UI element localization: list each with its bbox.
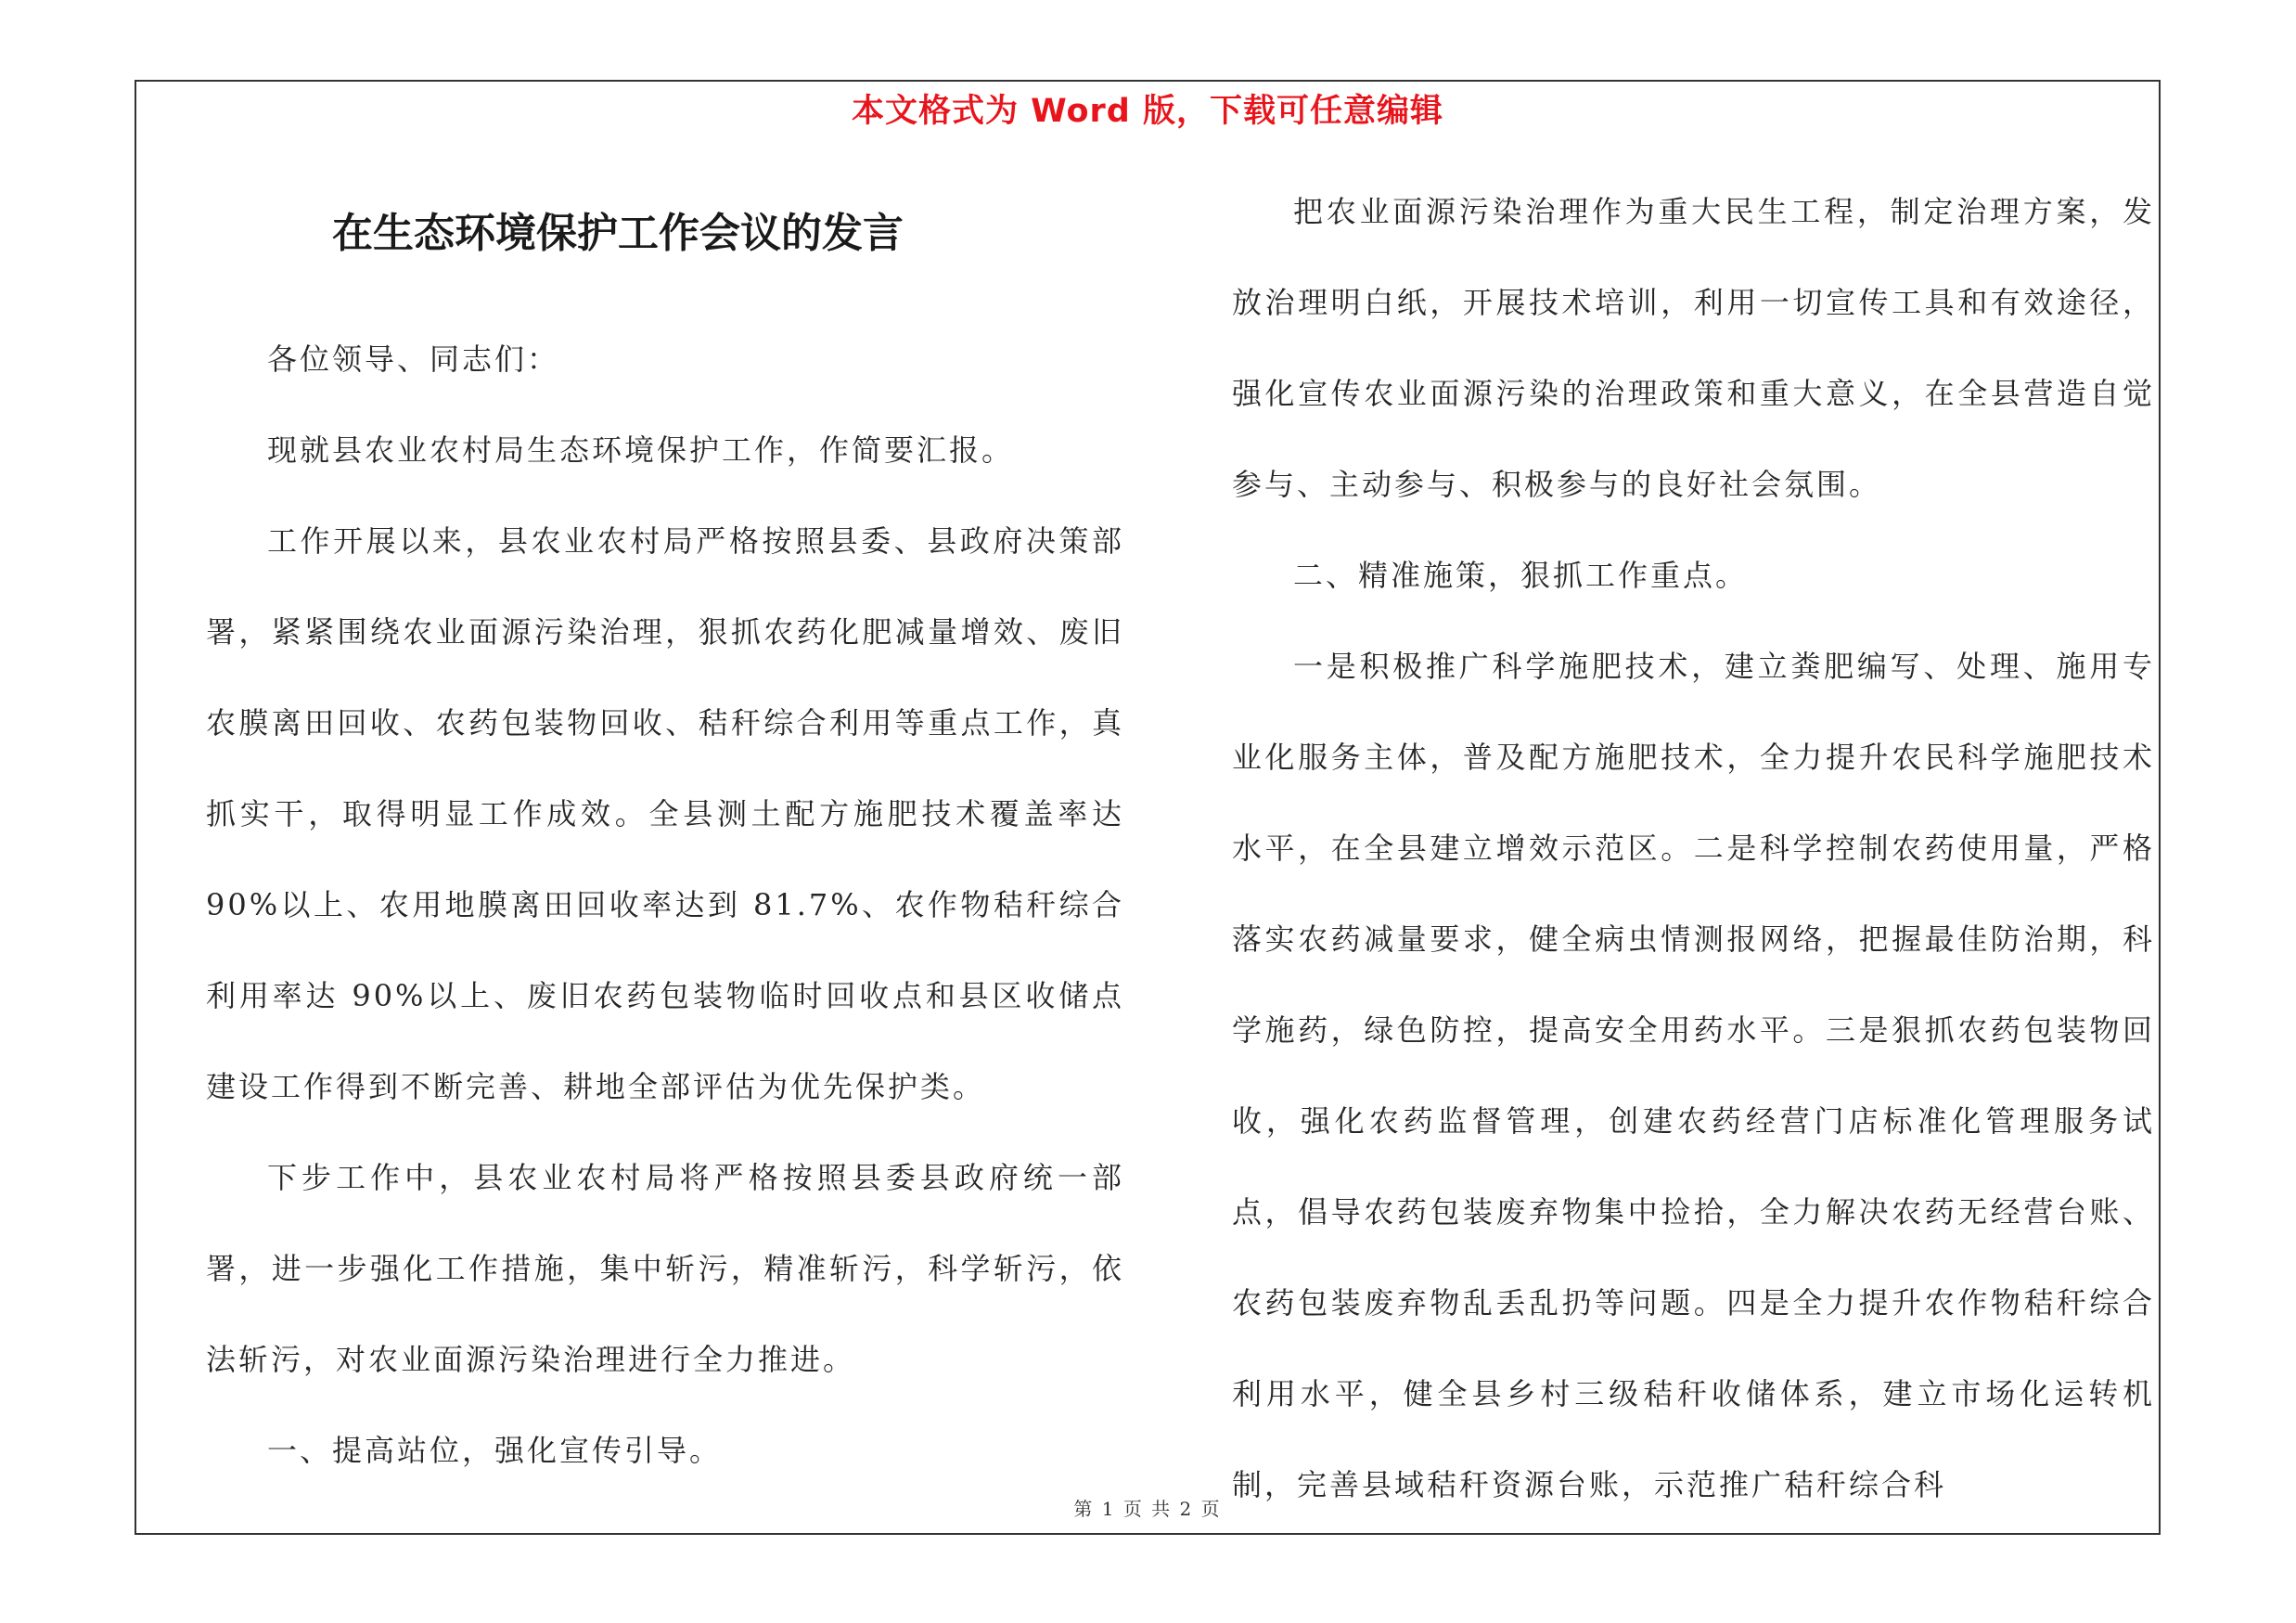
paragraph-publicity: 把农业面源污染治理作为重大民生工程，制定治理方案，发放治理明白纸，开展技术培训，利用一切宣传工具和有效途径，强化宣传农业面源污染的治理政策和重大意义，在全县营造自觉参与、主动参与、积极参与的良好社会氛围。 (1232, 194, 2155, 502)
paragraph-salutation: 各位领导、同志们： (267, 341, 560, 377)
paragraph-next-steps: 下步工作中，县农业农村局将严格按照县委县政府统一部署，进一步强化工作措施，集中斩污，精准斩污，科学斩污，依法斩污，对农业面源污染治理进行全力推进。 (206, 1160, 1124, 1377)
format-banner: 本文格式为 Word 版，下载可任意编辑 (851, 93, 1444, 130)
page-number-footer: 第 1 页 共 2 页 (1073, 1498, 1222, 1520)
paragraph-measures: 一是积极推广科学施肥技术，建立粪肥编写、处理、施用专业化服务主体，普及配方施肥技术，全力提升农民科学施肥技术水平，在全县建立增效示范区。二是科学控制农药使用量，严格落实农药减量要求，健全病虫情测报网络，把握最佳防治期，科学施药，绿色防控，提高安全用药水平。三是狠抓农药包装物回收，强化农药监督管理，创建农药经营门店标准化管理服务试点，倡导农药包装废弃物集中捡拾，全力解决农药无经营台账、农药包装废弃物乱丢乱扔等问题。四是全力提升农作物秸秆综合利用水平，健全县乡村三级秸秆收储体系，建立市场化运转机制，完善县域秸秆资源台账，示范推广秸秆综合科 (1232, 649, 2155, 1502)
heading-section-two: 二、精准施策，狠抓工作重点。 (1293, 558, 1749, 593)
document-title: 在生态环境保护工作会议的发言 (332, 210, 904, 257)
paragraph-intro: 现就县农业农村局生态环境保护工作，作简要汇报。 (267, 432, 1015, 468)
heading-section-one: 一、提高站位，强化宣传引导。 (267, 1433, 723, 1468)
paragraph-progress: 工作开展以来，县农业农村局严格按照县委、县政府决策部署，紧紧围绕农业面源污染治理，狠抓农药化肥减量增效、废旧农膜离田回收、农药包装物回收、秸秆综合利用等重点工作，真抓实干，取得明显工作成效。全县测土配方施肥技术覆盖率达 90%以上、农用地膜离田回收率达到 81.7%、农作物秸秆综合利用率达 90%以上、废旧农药包装物临时回收点和县区收储点建设工作得到不断完善、耕地全部评估为优先保护类。 (206, 523, 1124, 1104)
